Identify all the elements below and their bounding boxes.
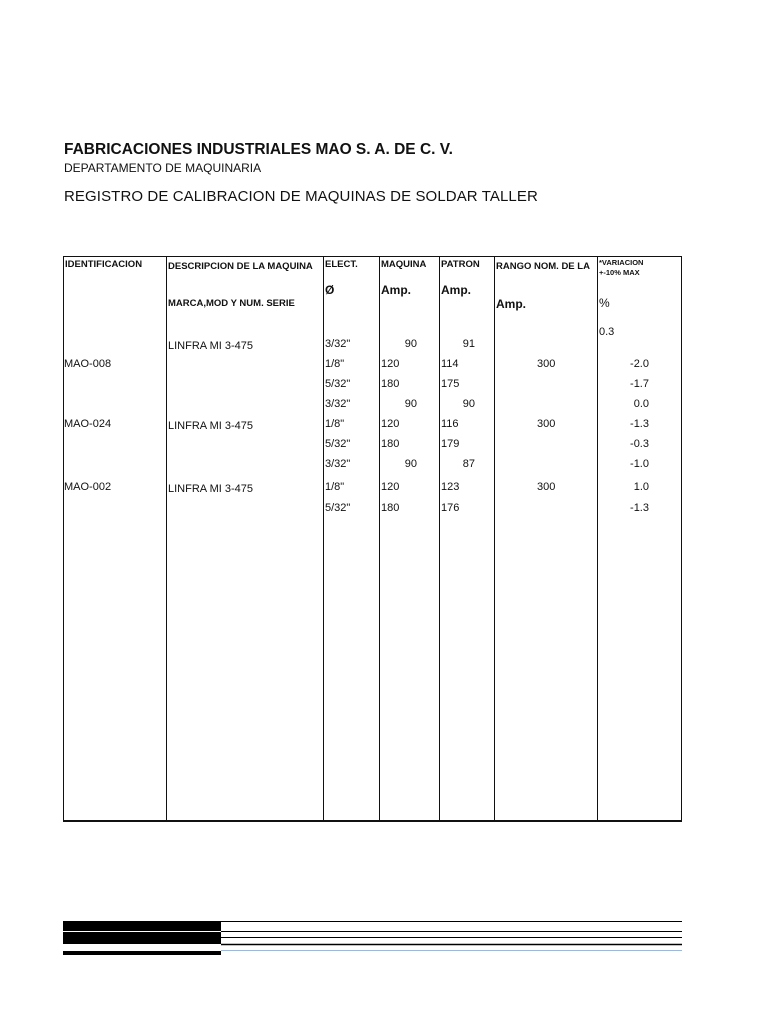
row-maquina: 180 [381,502,400,514]
row-patron: 176 [441,502,460,514]
row-descripcion: LINFRA MI 3-475 [168,340,253,352]
row-elect: 5/32" [325,378,351,390]
row-maquina: 90 [404,338,417,350]
row-variacion: -1.7 [630,378,649,390]
row-elect: 3/32" [325,338,351,350]
document-title: REGISTRO DE CALIBRACION DE MAQUINAS DE SOLDAR TALLER [64,188,538,205]
header-descripcion-sub: MARCA,MOD Y NUM. SERIE [168,298,295,309]
row-variacion: -1.3 [630,418,649,430]
row-patron: 91 [462,338,475,350]
row-patron: 116 [441,418,459,430]
header-variacion-line2: +-10% MAX [599,268,640,277]
table-bottom-border [63,820,682,822]
row-patron: 123 [441,481,460,493]
department-name: DEPARTAMENTO DE MAQUINARIA [64,161,262,175]
header-maquina: MAQUINA [381,259,427,270]
row-elect: 5/32" [325,502,351,514]
row-rango: 300 [537,358,556,370]
row-maquina: 180 [381,438,400,450]
column-divider [439,256,440,821]
row-elect: 3/32" [325,458,351,470]
footer-black-block [63,951,221,955]
row-elect: 1/8" [325,481,345,493]
footer-rule-graphic [63,920,682,956]
column-divider [597,256,598,821]
header-variacion-sub: % [599,296,610,310]
row-maquina: 90 [404,458,417,470]
row-maquina: 90 [404,398,417,410]
row-elect: 1/8" [325,418,345,430]
row-variacion: -1.3 [630,502,649,514]
row-identificacion: MAO-024 [64,418,112,430]
row-elect: 5/32" [325,438,351,450]
header-rango-sub: Amp. [496,297,526,311]
row-variacion: -0.3 [630,438,649,450]
row-elect: 3/32" [325,398,351,410]
row-patron: 90 [462,398,475,410]
row-maquina: 120 [381,481,400,493]
column-divider [681,256,682,821]
footer-black-block [63,921,221,931]
header-elect: ELECT. [325,259,358,270]
row-patron: 114 [441,358,459,370]
row-patron: 87 [462,458,475,470]
column-divider [323,256,324,821]
table-top-border [63,256,682,257]
header-rango: RANGO NOM. DE LA [496,261,590,272]
footer-bars [63,920,682,956]
row-rango: 300 [537,418,556,430]
row-identificacion: MAO-002 [64,481,112,493]
row-elect: 1/8" [325,358,345,370]
column-divider [494,256,495,821]
header-descripcion: DESCRIPCION DE LA MAQUINA [168,261,313,272]
row-variacion: 0.0 [633,398,649,410]
header-identificacion: IDENTIFICACION [65,259,143,270]
company-name: FABRICACIONES INDUSTRIALES MAO S. A. DE C. V. [64,141,453,158]
row-patron: 175 [441,378,460,390]
row-descripcion: LINFRA MI 3-475 [168,420,253,432]
row-variacion: 1.0 [633,481,649,493]
row-patron: 179 [441,438,460,450]
header-variacion-line1: *VARIACION [599,258,644,267]
column-divider [379,256,380,821]
header-patron: PATRON [441,259,480,270]
header-patron-sub: Amp. [441,283,471,297]
row-rango: 300 [537,481,556,493]
header-elect-sub: Ø [325,283,335,297]
header-maquina-sub: Amp. [381,283,411,297]
row-maquina: 180 [381,378,400,390]
column-divider [166,256,167,821]
row-maquina: 120 [381,418,400,430]
row-maquina: 120 [381,358,400,370]
row-variacion: -2.0 [630,358,649,370]
row-variacion: -1.0 [630,458,649,470]
footer-black-block [63,932,221,944]
row-identificacion: MAO-008 [64,358,112,370]
row-descripcion: LINFRA MI 3-475 [168,483,253,495]
column-divider [63,256,64,821]
first-variation-value: 0.3 [599,326,615,338]
